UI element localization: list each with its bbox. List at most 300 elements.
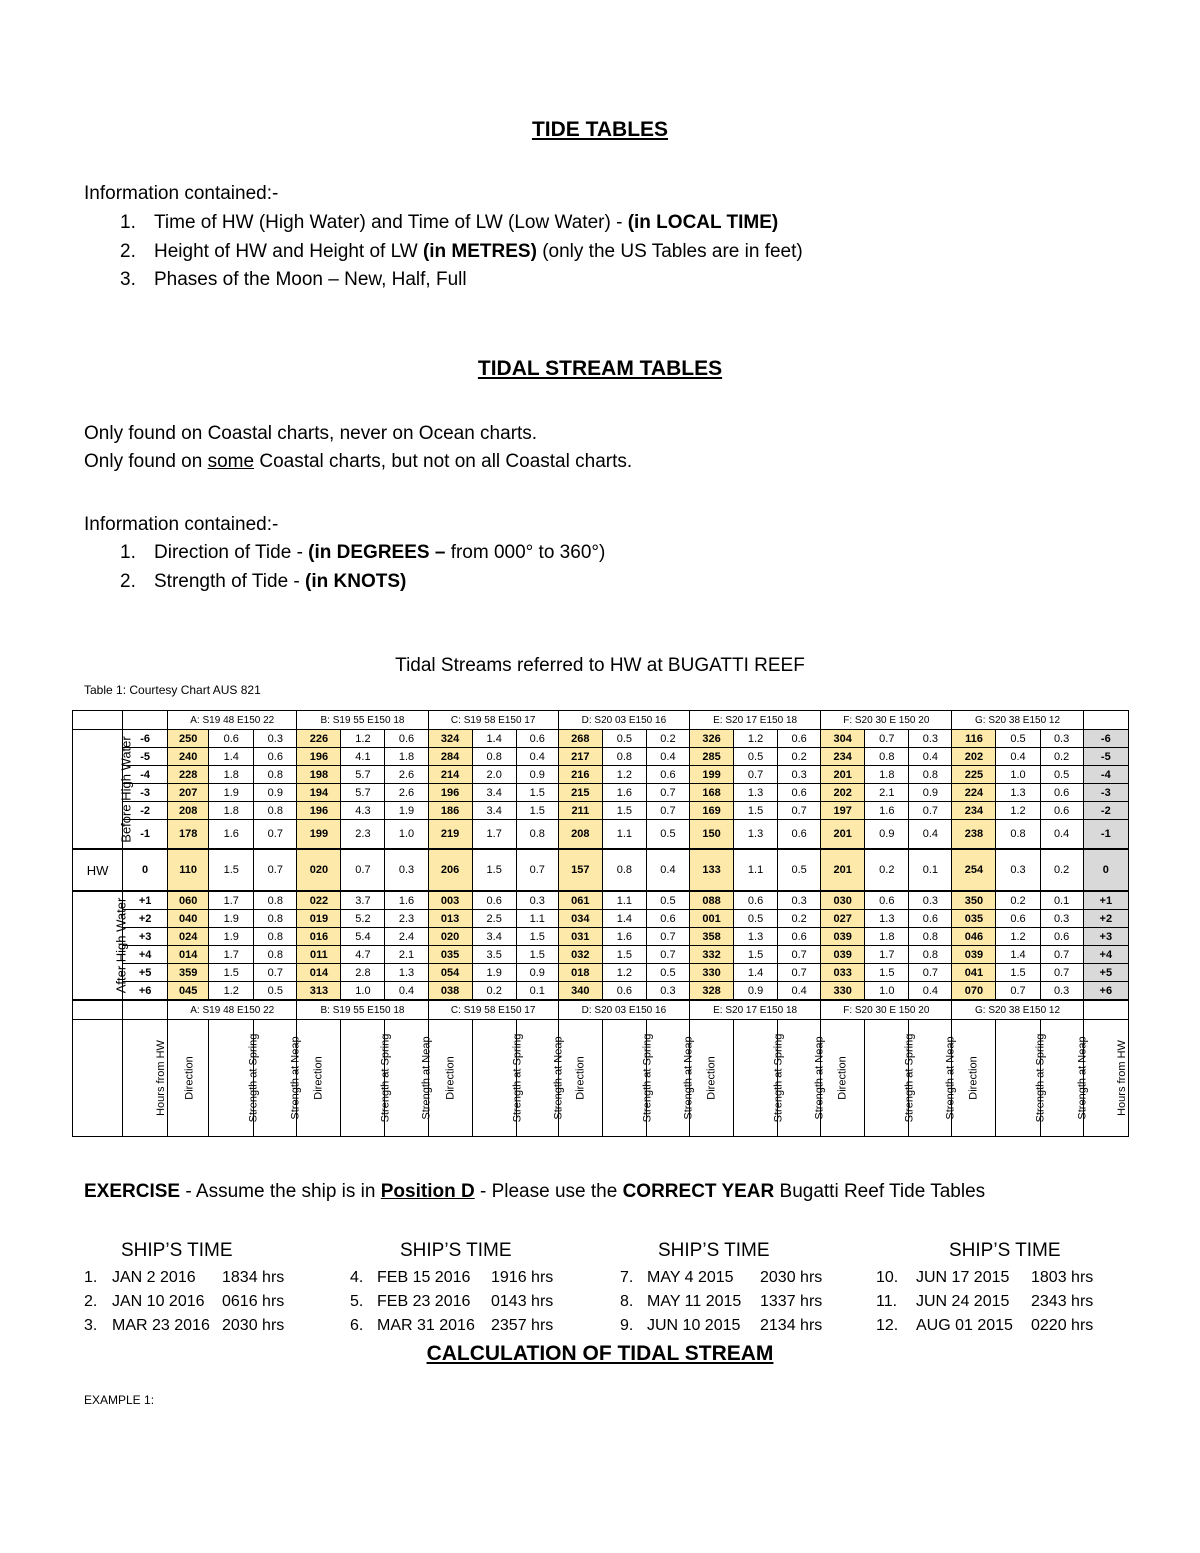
column-label-text: Strength at Neap	[682, 1036, 695, 1120]
neap-cell: 1.6	[385, 891, 428, 910]
direction-cell: 206	[428, 849, 472, 891]
hours-cell: +2	[123, 910, 168, 928]
spring-cell: 0.2	[472, 982, 516, 1001]
spring-cell: 4.1	[341, 748, 385, 766]
column-label-text: Direction	[183, 1056, 196, 1100]
ship-time-hours: 2134 hrs	[760, 1317, 823, 1334]
ship-time-hours: 1337 hrs	[760, 1293, 823, 1310]
direction-cell: 219	[428, 820, 472, 850]
position-header: A: S19 48 E150 22	[168, 1000, 297, 1020]
spring-cell: 1.9	[209, 928, 254, 946]
neap-cell: 0.9	[516, 964, 558, 982]
direction-cell: 196	[297, 802, 341, 820]
spring-cell: 1.5	[734, 946, 778, 964]
spring-cell: 0.7	[341, 849, 385, 891]
spring-cell: 1.4	[734, 964, 778, 982]
column-label-text: Strength at Neap	[944, 1036, 957, 1120]
direction-cell: 024	[168, 928, 209, 946]
direction-cell: 060	[168, 891, 209, 910]
neap-cell: 2.4	[385, 928, 428, 946]
direction-cell: 359	[168, 964, 209, 982]
direction-cell: 032	[558, 946, 602, 964]
column-label-text: Strength at Neap	[552, 1036, 565, 1120]
direction-cell: 202	[952, 748, 996, 766]
direction-cell: 313	[297, 982, 341, 1001]
blank-cell	[1083, 1000, 1128, 1020]
spring-cell: 0.8	[602, 849, 646, 891]
table-row	[73, 820, 1129, 850]
direction-cell: 216	[558, 766, 602, 784]
ship-time-number: 1.	[84, 1269, 98, 1286]
spring-cell: 4.3	[341, 802, 385, 820]
position-header: D: S20 03 E150 16	[558, 1000, 689, 1020]
column-label-text: Direction	[968, 1056, 981, 1100]
neap-cell: 0.8	[909, 928, 952, 946]
column-label	[558, 1020, 602, 1137]
spring-cell: 0.6	[602, 982, 646, 1001]
direction-cell: 039	[821, 928, 865, 946]
ship-time-number: 4.	[350, 1269, 364, 1286]
direction-cell: 039	[952, 946, 996, 964]
table-row	[73, 766, 1129, 784]
spring-cell: 5.4	[341, 928, 385, 946]
ship-time-number: 10.	[876, 1269, 899, 1286]
spring-cell: 1.2	[996, 928, 1040, 946]
neap-cell: 0.6	[1040, 802, 1083, 820]
column-label-text: Direction	[444, 1056, 457, 1100]
direction-cell: 186	[428, 802, 472, 820]
ship-time-date: JUN 10 2015	[647, 1317, 741, 1334]
direction-cell: 332	[689, 946, 733, 964]
spring-cell: 1.7	[209, 891, 254, 910]
direction-cell: 208	[168, 802, 209, 820]
neap-cell: 0.4	[909, 982, 952, 1001]
spring-cell: 1.0	[996, 766, 1040, 784]
hours-cell-right: +3	[1083, 928, 1128, 946]
spring-cell: 2.5	[472, 910, 516, 928]
spring-cell: 1.5	[209, 849, 254, 891]
tide-intro: Information contained:-	[84, 183, 279, 204]
spring-cell: 1.9	[209, 910, 254, 928]
neap-cell: 1.5	[516, 802, 558, 820]
example-label: EXAMPLE 1:	[84, 1393, 155, 1407]
hours-cell-right: -5	[1083, 748, 1128, 766]
table-row	[73, 910, 1129, 928]
spring-cell: 1.9	[209, 784, 254, 802]
ship-time-number: 2.	[84, 1293, 98, 1310]
spring-cell: 2.3	[341, 820, 385, 850]
before-high-water-label	[73, 730, 134, 850]
spring-cell: 0.5	[734, 748, 778, 766]
stream-intro: Information contained:-	[84, 514, 279, 535]
neap-cell: 0.7	[254, 849, 297, 891]
neap-cell: 0.2	[646, 730, 689, 748]
direction-cell: 168	[689, 784, 733, 802]
neap-cell: 0.2	[1040, 748, 1083, 766]
table-row	[73, 982, 1129, 1001]
side-label-text: After High Water	[113, 897, 129, 994]
direction-cell: 330	[689, 964, 733, 982]
direction-cell: 040	[168, 910, 209, 928]
spring-cell: 0.8	[865, 748, 909, 766]
direction-cell: 228	[168, 766, 209, 784]
hours-cell: +5	[123, 964, 168, 982]
neap-cell: 0.7	[646, 802, 689, 820]
neap-cell: 0.3	[1040, 730, 1083, 748]
neap-cell: 0.7	[646, 928, 689, 946]
position-header: E: S20 17 E150 18	[689, 1000, 820, 1020]
neap-cell: 0.5	[254, 982, 297, 1001]
column-label-text: Direction	[836, 1056, 849, 1100]
table-row	[73, 964, 1129, 982]
spring-cell: 1.7	[472, 820, 516, 850]
neap-cell: 0.2	[778, 910, 821, 928]
neap-cell: 0.7	[254, 820, 297, 850]
neap-cell: 0.6	[778, 730, 821, 748]
direction-cell: 001	[689, 910, 733, 928]
direction-cell: 133	[689, 849, 733, 891]
neap-cell: 0.4	[646, 748, 689, 766]
spring-cell: 1.0	[341, 982, 385, 1001]
spring-cell: 0.5	[734, 910, 778, 928]
direction-cell: 033	[821, 964, 865, 982]
blank-cell	[1083, 711, 1128, 730]
spring-cell: 1.2	[602, 964, 646, 982]
neap-cell: 2.1	[385, 946, 428, 964]
column-label	[821, 1020, 865, 1137]
neap-cell: 0.7	[516, 849, 558, 891]
direction-cell: 070	[952, 982, 996, 1001]
direction-cell: 268	[558, 730, 602, 748]
column-label-text: Strength at Neap	[289, 1036, 302, 1120]
neap-cell: 0.8	[254, 928, 297, 946]
spring-cell: 0.7	[996, 982, 1040, 1001]
neap-cell: 0.6	[516, 730, 558, 748]
direction-cell: 198	[297, 766, 341, 784]
spring-cell: 0.3	[996, 849, 1040, 891]
neap-cell: 2.6	[385, 784, 428, 802]
hours-cell-right: -2	[1083, 802, 1128, 820]
ship-time-hours: 1834 hrs	[222, 1269, 285, 1286]
neap-cell: 0.3	[778, 766, 821, 784]
stream-line-1: Only found on Coastal charts, never on Ocean charts.	[84, 423, 538, 444]
spring-cell: 1.4	[209, 748, 254, 766]
direction-cell: 234	[952, 802, 996, 820]
direction-cell: 018	[558, 964, 602, 982]
stream-info-list	[84, 539, 605, 596]
hours-cell: +3	[123, 928, 168, 946]
list-item: 2. Height of HW and Height of LW (in METRES) (only the US Tables are in feet)	[120, 240, 803, 262]
spring-cell: 1.8	[865, 928, 909, 946]
spring-cell: 1.3	[734, 784, 778, 802]
position-header: D: S20 03 E150 16	[558, 711, 689, 730]
spring-cell: 0.9	[734, 982, 778, 1001]
neap-cell: 1.5	[516, 946, 558, 964]
list-item: 1. Time of HW (High Water) and Time of LW (Low Water) - (in LOCAL TIME)	[120, 212, 779, 233]
direction-cell: 013	[428, 910, 472, 928]
neap-cell: 1.9	[385, 802, 428, 820]
direction-cell: 035	[428, 946, 472, 964]
column-label-text: Strength at Neap	[813, 1036, 826, 1120]
direction-cell: 224	[952, 784, 996, 802]
column-label-text: Strength at Spring	[772, 1033, 785, 1123]
direction-cell: 150	[689, 820, 733, 850]
neap-cell: 0.5	[1040, 766, 1083, 784]
direction-cell: 197	[821, 802, 865, 820]
neap-cell: 0.4	[909, 748, 952, 766]
ship-time-hours: 2343 hrs	[1031, 1293, 1094, 1310]
ship-time-date: JAN 10 2016	[112, 1293, 205, 1310]
spring-cell: 2.0	[472, 766, 516, 784]
ship-time-date: MAY 11 2015	[647, 1293, 742, 1310]
column-label-text: Strength at Spring	[1034, 1033, 1047, 1123]
position-header: G: S20 38 E150 12	[952, 1000, 1083, 1020]
position-header: B: S19 55 E150 18	[297, 1000, 428, 1020]
spring-cell: 5.2	[341, 910, 385, 928]
direction-cell: 003	[428, 891, 472, 910]
direction-cell: 061	[558, 891, 602, 910]
direction-cell: 285	[689, 748, 733, 766]
ship-time-date: MAR 31 2016	[377, 1317, 475, 1334]
direction-cell: 020	[428, 928, 472, 946]
position-header: F: S20 30 E 150 20	[821, 1000, 952, 1020]
column-label-text: Strength at Neap	[421, 1036, 434, 1120]
table-caption: Tidal Streams referred to HW at BUGATTI REEF	[395, 655, 805, 676]
direction-cell: 284	[428, 748, 472, 766]
direction-cell: 225	[952, 766, 996, 784]
neap-cell: 1.0	[385, 820, 428, 850]
column-label	[428, 1020, 472, 1137]
neap-cell: 0.8	[516, 820, 558, 850]
ship-time-header-2: SHIP’S TIME	[400, 1240, 512, 1261]
spring-cell: 0.8	[472, 748, 516, 766]
direction-cell: 046	[952, 928, 996, 946]
spring-cell: 0.8	[602, 748, 646, 766]
spring-cell: 1.6	[865, 802, 909, 820]
hours-cell: +1	[123, 891, 168, 910]
column-label-text: Strength at Spring	[379, 1033, 392, 1123]
neap-cell: 0.3	[254, 730, 297, 748]
neap-cell: 0.8	[254, 946, 297, 964]
spring-cell: 0.2	[996, 891, 1040, 910]
spring-cell: 1.6	[602, 784, 646, 802]
ship-time-hours: 1916 hrs	[491, 1269, 554, 1286]
direction-cell: 324	[428, 730, 472, 748]
spring-cell: 1.4	[472, 730, 516, 748]
table-row	[73, 946, 1129, 964]
column-label	[472, 1020, 523, 1137]
neap-cell: 0.7	[778, 964, 821, 982]
neap-cell: 0.2	[1040, 849, 1083, 891]
spring-cell: 0.6	[865, 891, 909, 910]
hours-cell-right: -6	[1083, 730, 1128, 748]
neap-cell: 0.7	[1040, 964, 1083, 982]
spring-cell: 0.7	[865, 730, 909, 748]
direction-cell: 022	[297, 891, 341, 910]
column-label	[1040, 1020, 1089, 1137]
spring-cell: 0.5	[602, 730, 646, 748]
spring-cell: 1.3	[996, 784, 1040, 802]
neap-cell: 0.4	[778, 982, 821, 1001]
neap-cell: 0.6	[385, 730, 428, 748]
ship-time-date: MAY 4 2015	[647, 1269, 734, 1286]
direction-cell: 169	[689, 802, 733, 820]
ship-time-header-3: SHIP’S TIME	[658, 1240, 770, 1261]
ship-time-hours: 1803 hrs	[1031, 1269, 1094, 1286]
direction-cell: 217	[558, 748, 602, 766]
neap-cell: 0.5	[778, 849, 821, 891]
ship-time-number: 5.	[350, 1293, 364, 1310]
spring-cell: 1.1	[734, 849, 778, 891]
spring-cell: 4.7	[341, 946, 385, 964]
neap-cell: 0.7	[778, 802, 821, 820]
tidal-stream-table	[72, 710, 1129, 1137]
direction-cell: 304	[821, 730, 865, 748]
spring-cell: 0.6	[734, 891, 778, 910]
hours-cell: -6	[123, 730, 168, 748]
neap-cell: 0.8	[909, 946, 952, 964]
ship-time-hours: 0616 hrs	[222, 1293, 285, 1310]
position-header: C: S19 58 E150 17	[428, 1000, 558, 1020]
ship-time-header-1: SHIP’S TIME	[121, 1240, 233, 1261]
column-label	[734, 1020, 785, 1137]
neap-cell: 0.6	[909, 910, 952, 928]
neap-cell: 0.6	[1040, 928, 1083, 946]
direction-cell: 226	[297, 730, 341, 748]
column-label	[385, 1020, 434, 1137]
column-label-row	[73, 1020, 1129, 1137]
direction-cell: 039	[821, 946, 865, 964]
column-label-text: Hours from HW	[1115, 1040, 1128, 1116]
spring-cell: 3.4	[472, 784, 516, 802]
hours-cell-right: -1	[1083, 820, 1128, 850]
neap-cell: 0.7	[909, 964, 952, 982]
direction-cell: 328	[689, 982, 733, 1001]
neap-cell: 0.5	[646, 964, 689, 982]
position-header: F: S20 30 E 150 20	[821, 711, 952, 730]
ship-time-hours: 2030 hrs	[222, 1317, 285, 1334]
spring-cell: 3.5	[472, 946, 516, 964]
direction-cell: 238	[952, 820, 996, 850]
neap-cell: 0.9	[909, 784, 952, 802]
neap-cell: 0.3	[1040, 982, 1083, 1001]
spring-cell: 2.8	[341, 964, 385, 982]
neap-cell: 0.6	[778, 784, 821, 802]
spring-cell: 1.2	[209, 982, 254, 1001]
neap-cell: 1.5	[516, 784, 558, 802]
direction-cell: 330	[821, 982, 865, 1001]
spring-cell: 1.7	[865, 946, 909, 964]
table-row	[73, 802, 1129, 820]
ship-time-number: 7.	[620, 1269, 634, 1286]
column-label	[996, 1020, 1047, 1137]
direction-cell: 038	[428, 982, 472, 1001]
neap-cell: 0.3	[516, 891, 558, 910]
neap-cell: 0.7	[646, 784, 689, 802]
neap-cell: 0.7	[1040, 946, 1083, 964]
direction-cell: 201	[821, 766, 865, 784]
column-label	[689, 1020, 733, 1137]
hours-cell-right: 0	[1083, 849, 1128, 891]
column-label	[1083, 1020, 1128, 1137]
column-label-text: Strength at Neap	[1076, 1036, 1089, 1120]
spring-cell: 0.6	[996, 910, 1040, 928]
direction-cell: 207	[168, 784, 209, 802]
hours-cell: -5	[123, 748, 168, 766]
neap-cell: 0.4	[385, 982, 428, 1001]
direction-cell: 194	[297, 784, 341, 802]
blank-cell	[73, 1020, 123, 1137]
neap-cell: 0.6	[254, 748, 297, 766]
direction-cell: 196	[297, 748, 341, 766]
neap-cell: 0.4	[646, 849, 689, 891]
direction-cell: 202	[821, 784, 865, 802]
hours-cell-right: +5	[1083, 964, 1128, 982]
neap-cell: 0.2	[778, 748, 821, 766]
direction-cell: 250	[168, 730, 209, 748]
neap-cell: 0.4	[909, 820, 952, 850]
ship-time-number: 9.	[620, 1317, 634, 1334]
neap-cell: 0.9	[254, 784, 297, 802]
blank-cell	[73, 711, 123, 730]
column-label	[123, 1020, 168, 1137]
spring-cell: 1.3	[734, 928, 778, 946]
calculation-title: CALCULATION OF TIDAL STREAM	[426, 1342, 774, 1365]
neap-cell: 0.8	[254, 766, 297, 784]
direction-cell: 340	[558, 982, 602, 1001]
spring-cell: 1.5	[602, 802, 646, 820]
direction-cell: 016	[297, 928, 341, 946]
spring-cell: 1.0	[865, 982, 909, 1001]
direction-cell: 254	[952, 849, 996, 891]
column-label-text: Strength at Spring	[641, 1033, 654, 1123]
column-label	[209, 1020, 260, 1137]
neap-cell: 0.8	[254, 802, 297, 820]
spring-cell: 0.6	[472, 891, 516, 910]
ship-time-hours: 2030 hrs	[760, 1269, 823, 1286]
list-item: 1. Direction of Tide - (in DEGREES – from 000° to 360°)	[120, 542, 606, 563]
column-label-text: Direction	[574, 1056, 587, 1100]
direction-cell: 019	[297, 910, 341, 928]
direction-cell: 020	[297, 849, 341, 891]
hours-cell-right: +1	[1083, 891, 1128, 910]
direction-cell: 199	[689, 766, 733, 784]
neap-cell: 0.1	[909, 849, 952, 891]
ship-time-number: 12.	[876, 1317, 899, 1334]
hours-cell-right: -3	[1083, 784, 1128, 802]
hours-cell-right: +4	[1083, 946, 1128, 964]
spring-cell: 1.5	[209, 964, 254, 982]
tide-tables-title: TIDE TABLES	[531, 118, 669, 141]
tidal-stream-title: TIDAL STREAM TABLES	[477, 357, 723, 380]
neap-cell: 0.8	[909, 766, 952, 784]
direction-cell: 326	[689, 730, 733, 748]
column-label	[341, 1020, 392, 1137]
table-row	[73, 928, 1129, 946]
direction-cell: 157	[558, 849, 602, 891]
neap-cell: 0.1	[1040, 891, 1083, 910]
blank-cell	[73, 1000, 123, 1020]
spring-cell: 3.4	[472, 802, 516, 820]
neap-cell: 0.9	[516, 766, 558, 784]
spring-cell: 1.8	[209, 766, 254, 784]
ship-time-header-4: SHIP’S TIME	[949, 1240, 1061, 1261]
ship-time-number: 6.	[350, 1317, 364, 1334]
neap-cell: 0.4	[516, 748, 558, 766]
spring-cell: 1.1	[602, 891, 646, 910]
column-label-text: Strength at Spring	[247, 1033, 260, 1123]
neap-cell: 0.6	[646, 910, 689, 928]
